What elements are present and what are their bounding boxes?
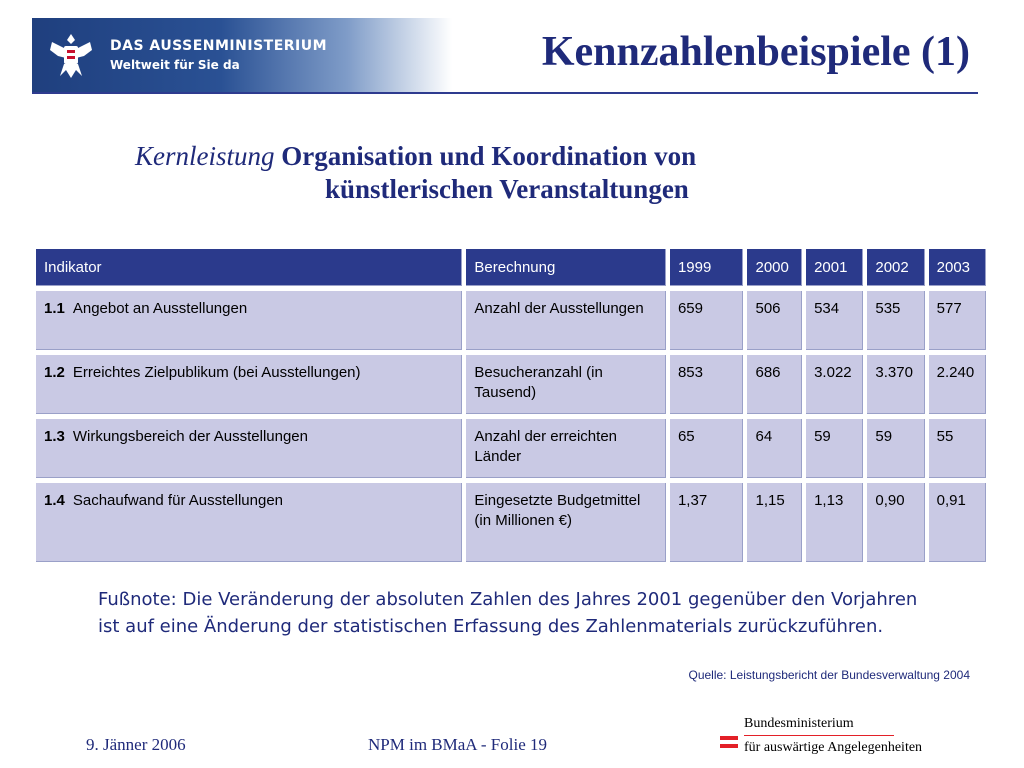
value-2000: 686 — [747, 355, 802, 414]
indikator-cell — [36, 355, 462, 414]
berechnung-cell: Eingesetzte Budgetmittel (in Millionen €) — [466, 483, 666, 562]
logo-line2: für auswärtige Angelegenheiten — [744, 740, 923, 755]
indikator-cell — [36, 419, 462, 478]
berechnung-cell: Anzahl der erreichten Länder — [466, 419, 666, 478]
table-row — [36, 291, 986, 350]
header-indikator: Indikator — [36, 249, 462, 286]
indikator-label: Erreichtes Zielpublikum (bei Ausstellungen) — [72, 364, 361, 381]
header-bar — [32, 18, 978, 94]
header-2001: 2001 — [806, 249, 863, 286]
logo-line1: Bundesministerium — [744, 716, 854, 731]
table-header-row — [36, 249, 986, 286]
value-2003: 0,91 — [929, 483, 986, 562]
indikator-cell — [36, 291, 462, 350]
indikator-label: Angebot an Ausstellungen — [72, 300, 248, 317]
logo-divider — [744, 735, 894, 736]
header-berechnung: Berechnung — [466, 249, 666, 286]
value-2003: 2.240 — [929, 355, 986, 414]
austria-flag-icon — [720, 736, 738, 748]
footer-slide-number: NPM im BMaA - Folie 19 — [368, 735, 547, 754]
page-title: Kennzahlenbeispiele (1) — [541, 29, 970, 75]
value-1999: 1,37 — [670, 483, 744, 562]
source-note: Quelle: Leistungsbericht der Bundesverwaltung 2004 — [688, 668, 970, 682]
value-2000: 506 — [747, 291, 802, 350]
berechnung-cell: Anzahl der Ausstellungen — [466, 291, 666, 350]
header-2000: 2000 — [747, 249, 802, 286]
subtitle-line1: Organisation und Koordination von — [281, 141, 697, 171]
value-2001: 59 — [806, 419, 863, 478]
value-2002: 0,90 — [867, 483, 924, 562]
value-2000: 1,15 — [747, 483, 802, 562]
subtitle-lead: Kernleistung — [135, 141, 275, 171]
indikator-number: 1.4 — [44, 492, 65, 509]
banner-line1: DAS AUSSENMINISTERIUM — [110, 38, 328, 54]
indicator-table — [36, 244, 994, 567]
indikator-number: 1.1 — [44, 300, 65, 317]
footer-date: 9. Jänner 2006 — [86, 735, 186, 754]
indikator-number: 1.3 — [44, 428, 65, 445]
value-2000: 64 — [747, 419, 802, 478]
value-1999: 65 — [670, 419, 744, 478]
header-2002: 2002 — [867, 249, 924, 286]
banner-line2: Weltweit für Sie da — [110, 58, 240, 72]
indikator-number: 1.2 — [44, 364, 65, 381]
table-row — [36, 483, 986, 562]
subtitle-line2: künstlerischen Veranstaltungen — [325, 174, 689, 204]
indikator-label: Wirkungsbereich der Ausstellungen — [72, 428, 308, 445]
table-row — [36, 355, 986, 414]
indikator-cell — [36, 483, 462, 562]
value-2002: 59 — [867, 419, 924, 478]
subtitle — [135, 140, 895, 206]
indikator-label: Sachaufwand für Ausstellungen — [72, 492, 284, 509]
value-2001: 3.022 — [806, 355, 863, 414]
value-2002: 535 — [867, 291, 924, 350]
value-2001: 534 — [806, 291, 863, 350]
table-row — [36, 419, 986, 478]
value-2002: 3.370 — [867, 355, 924, 414]
value-2003: 577 — [929, 291, 986, 350]
value-2003: 55 — [929, 419, 986, 478]
header-1999: 1999 — [670, 249, 744, 286]
ministry-banner — [32, 18, 452, 92]
berechnung-cell: Besucheranzahl (in Tausend) — [466, 355, 666, 414]
value-1999: 659 — [670, 291, 744, 350]
ministry-footer-logo — [720, 716, 970, 760]
value-2001: 1,13 — [806, 483, 863, 562]
footnote: Fußnote: Die Veränderung der absoluten Zahlen des Jahres 2001 gegenüber den Vorjahren ist auf eine Änderung der statistischen Erfassung des Zahlenmaterials zurückzuführen. — [98, 589, 918, 637]
header-2003: 2003 — [929, 249, 986, 286]
eagle-emblem-icon — [44, 28, 98, 82]
value-1999: 853 — [670, 355, 744, 414]
